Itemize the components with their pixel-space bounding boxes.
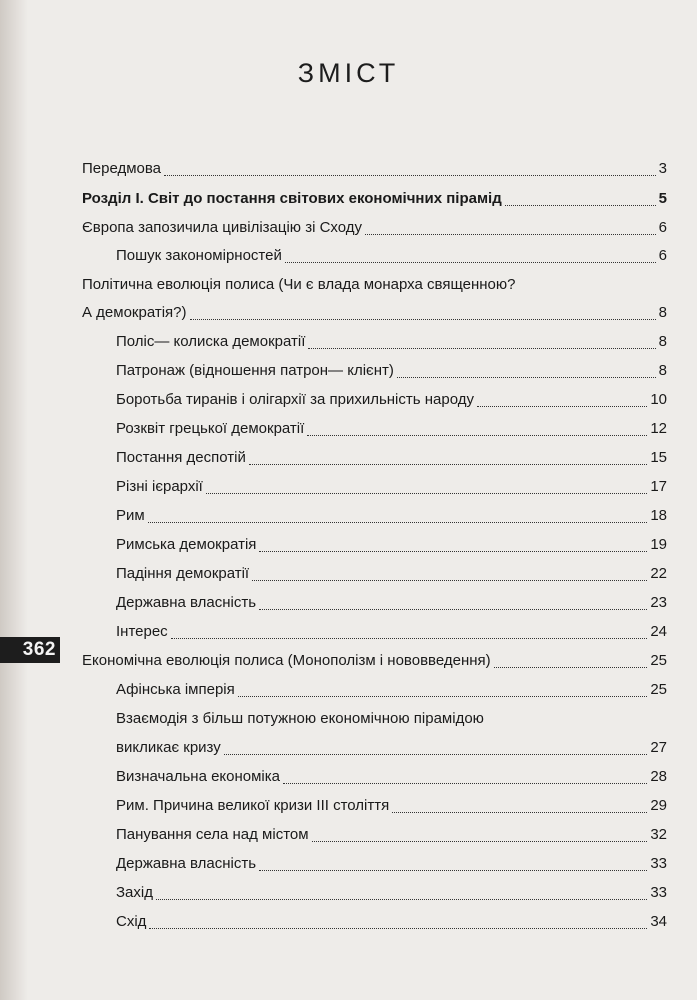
toc-entry-page: 3 — [658, 160, 667, 177]
dot-leader — [477, 406, 647, 407]
dot-leader — [190, 319, 656, 320]
toc-entry[interactable] — [116, 532, 667, 554]
toc-entry-label: Афінська імперія — [116, 681, 235, 698]
toc-entry-label: Різні ієрархії — [116, 478, 203, 495]
toc-entry[interactable] — [116, 590, 667, 612]
dot-leader — [505, 205, 656, 206]
toc-entry-label: Передмова — [82, 160, 162, 177]
toc-entry[interactable] — [116, 793, 667, 815]
toc-entry[interactable] — [82, 300, 667, 322]
toc-entry-page: 23 — [650, 594, 667, 611]
toc-entry-page: 8 — [658, 333, 667, 350]
dot-leader — [285, 262, 656, 263]
toc-entry-page: 34 — [650, 913, 667, 930]
toc-entry-page: 33 — [650, 855, 667, 872]
toc-entry-label: А демократія?) — [82, 304, 187, 321]
toc-entry[interactable] — [116, 851, 667, 873]
toc-entry[interactable] — [82, 215, 667, 237]
toc-entry-label: Економічна еволюція полиса (Монополізм і нововведення) — [82, 652, 491, 669]
toc-entry[interactable] — [116, 474, 667, 496]
toc-entry-label: Постання деспотій — [116, 449, 246, 466]
toc-entry[interactable] — [82, 156, 667, 178]
dot-leader — [249, 464, 647, 465]
dot-leader — [397, 377, 656, 378]
toc-entry-label: Рим — [116, 507, 145, 524]
dot-leader — [156, 899, 647, 900]
toc-entry-label: Політична еволюція полиса (Чи є влада монарха священною? — [82, 276, 516, 293]
toc-entry-label: Інтерес — [116, 623, 168, 640]
toc-entry-page: 18 — [650, 507, 667, 524]
dot-leader — [494, 667, 648, 668]
toc-entry-label: Визначальна економіка — [116, 768, 280, 785]
toc-entry-page: 8 — [658, 304, 667, 321]
toc-entry-page: 10 — [650, 391, 667, 408]
toc-entry-page: 27 — [650, 739, 667, 756]
dot-leader — [224, 754, 648, 755]
toc-entry-page: 15 — [650, 449, 667, 466]
toc-entry-page: 17 — [650, 478, 667, 495]
toc-entry-page: 22 — [650, 565, 667, 582]
toc-entry-label: Падіння демократії — [116, 565, 250, 582]
toc-entry[interactable] — [116, 677, 667, 699]
toc-entry-page: 29 — [650, 797, 667, 814]
toc-entry-label: Боротьба тиранів і олігархії за прихильність народу — [116, 391, 474, 408]
toc-entry-page: 6 — [658, 219, 667, 236]
toc-entry-label: Взаємодія з більш потужною економічною пірамідою — [116, 710, 484, 727]
toc-entry[interactable] — [116, 561, 667, 583]
page-binding-shadow — [0, 0, 28, 1000]
toc-entry-label: Схід — [116, 913, 147, 930]
toc-entry[interactable] — [82, 272, 667, 294]
toc-entry[interactable] — [116, 387, 667, 409]
toc-entry[interactable] — [116, 445, 667, 467]
toc-entry-page: 25 — [650, 681, 667, 698]
toc-entry-page: 6 — [658, 247, 667, 264]
toc-entry-label: Державна власність — [116, 855, 257, 872]
toc-entry[interactable] — [116, 822, 667, 844]
dot-leader — [238, 696, 648, 697]
toc-entry-page: 32 — [650, 826, 667, 843]
toc-entry-page: 25 — [650, 652, 667, 669]
toc-entry[interactable] — [116, 880, 667, 902]
page-title: ЗМІСТ — [297, 58, 400, 88]
toc-entry-page: 24 — [650, 623, 667, 640]
dot-leader — [259, 609, 647, 610]
toc-entry-page: 28 — [650, 768, 667, 785]
dot-leader — [283, 783, 647, 784]
dot-leader — [149, 928, 647, 929]
toc-entry-page: 33 — [650, 884, 667, 901]
toc-entry-label: Розділ I. Світ до постання світових економічних пірамід — [82, 190, 502, 207]
dot-leader — [252, 580, 647, 581]
dot-leader — [308, 348, 655, 349]
toc-entry-page: 5 — [658, 190, 667, 207]
dot-leader — [365, 234, 656, 235]
toc-entry[interactable] — [116, 764, 667, 786]
toc-entry[interactable] — [116, 706, 667, 728]
toc-entry[interactable] — [116, 416, 667, 438]
toc-entry-label: викликає кризу — [116, 739, 221, 756]
toc-entry-page: 12 — [650, 420, 667, 437]
toc-entry-label: Поліс— колиска демократії — [116, 333, 306, 350]
toc-section-heading[interactable] — [82, 186, 667, 208]
dot-leader — [148, 522, 648, 523]
toc-entry[interactable] — [116, 619, 667, 641]
page-number-badge: 362 — [0, 637, 60, 663]
dot-leader — [259, 551, 647, 552]
toc-entry-label: Патронаж (відношення патрон— клієнт) — [116, 362, 394, 379]
toc-entry[interactable] — [116, 909, 667, 931]
toc-entry-label: Розквіт грецької демократії — [116, 420, 305, 437]
dot-leader — [307, 435, 647, 436]
toc-entry[interactable] — [116, 243, 667, 265]
dot-leader — [171, 638, 648, 639]
toc-entry-label: Державна власність — [116, 594, 257, 611]
toc-entry[interactable] — [116, 735, 667, 757]
dot-leader — [206, 493, 647, 494]
dot-leader — [259, 870, 647, 871]
toc-entry[interactable] — [116, 503, 667, 525]
toc-entry-label: Римська демократія — [116, 536, 257, 553]
toc-entry-label: Європа запозичила цивілізацію зі Сходу — [82, 219, 363, 236]
toc-entry[interactable] — [116, 358, 667, 380]
dot-leader — [392, 812, 647, 813]
toc-entry-label: Рим. Причина великої кризи III століття — [116, 797, 390, 814]
dot-leader — [164, 175, 656, 176]
toc-entry-page: 8 — [658, 362, 667, 379]
toc-entry-label: Панування села над містом — [116, 826, 309, 843]
toc-entry-page: 19 — [650, 536, 667, 553]
toc-entry-label: Захід — [116, 884, 153, 901]
toc-entry-label: Пошук закономірностей — [116, 247, 282, 264]
dot-leader — [312, 841, 648, 842]
toc-entry[interactable] — [82, 648, 667, 670]
toc-entry[interactable] — [116, 329, 667, 351]
